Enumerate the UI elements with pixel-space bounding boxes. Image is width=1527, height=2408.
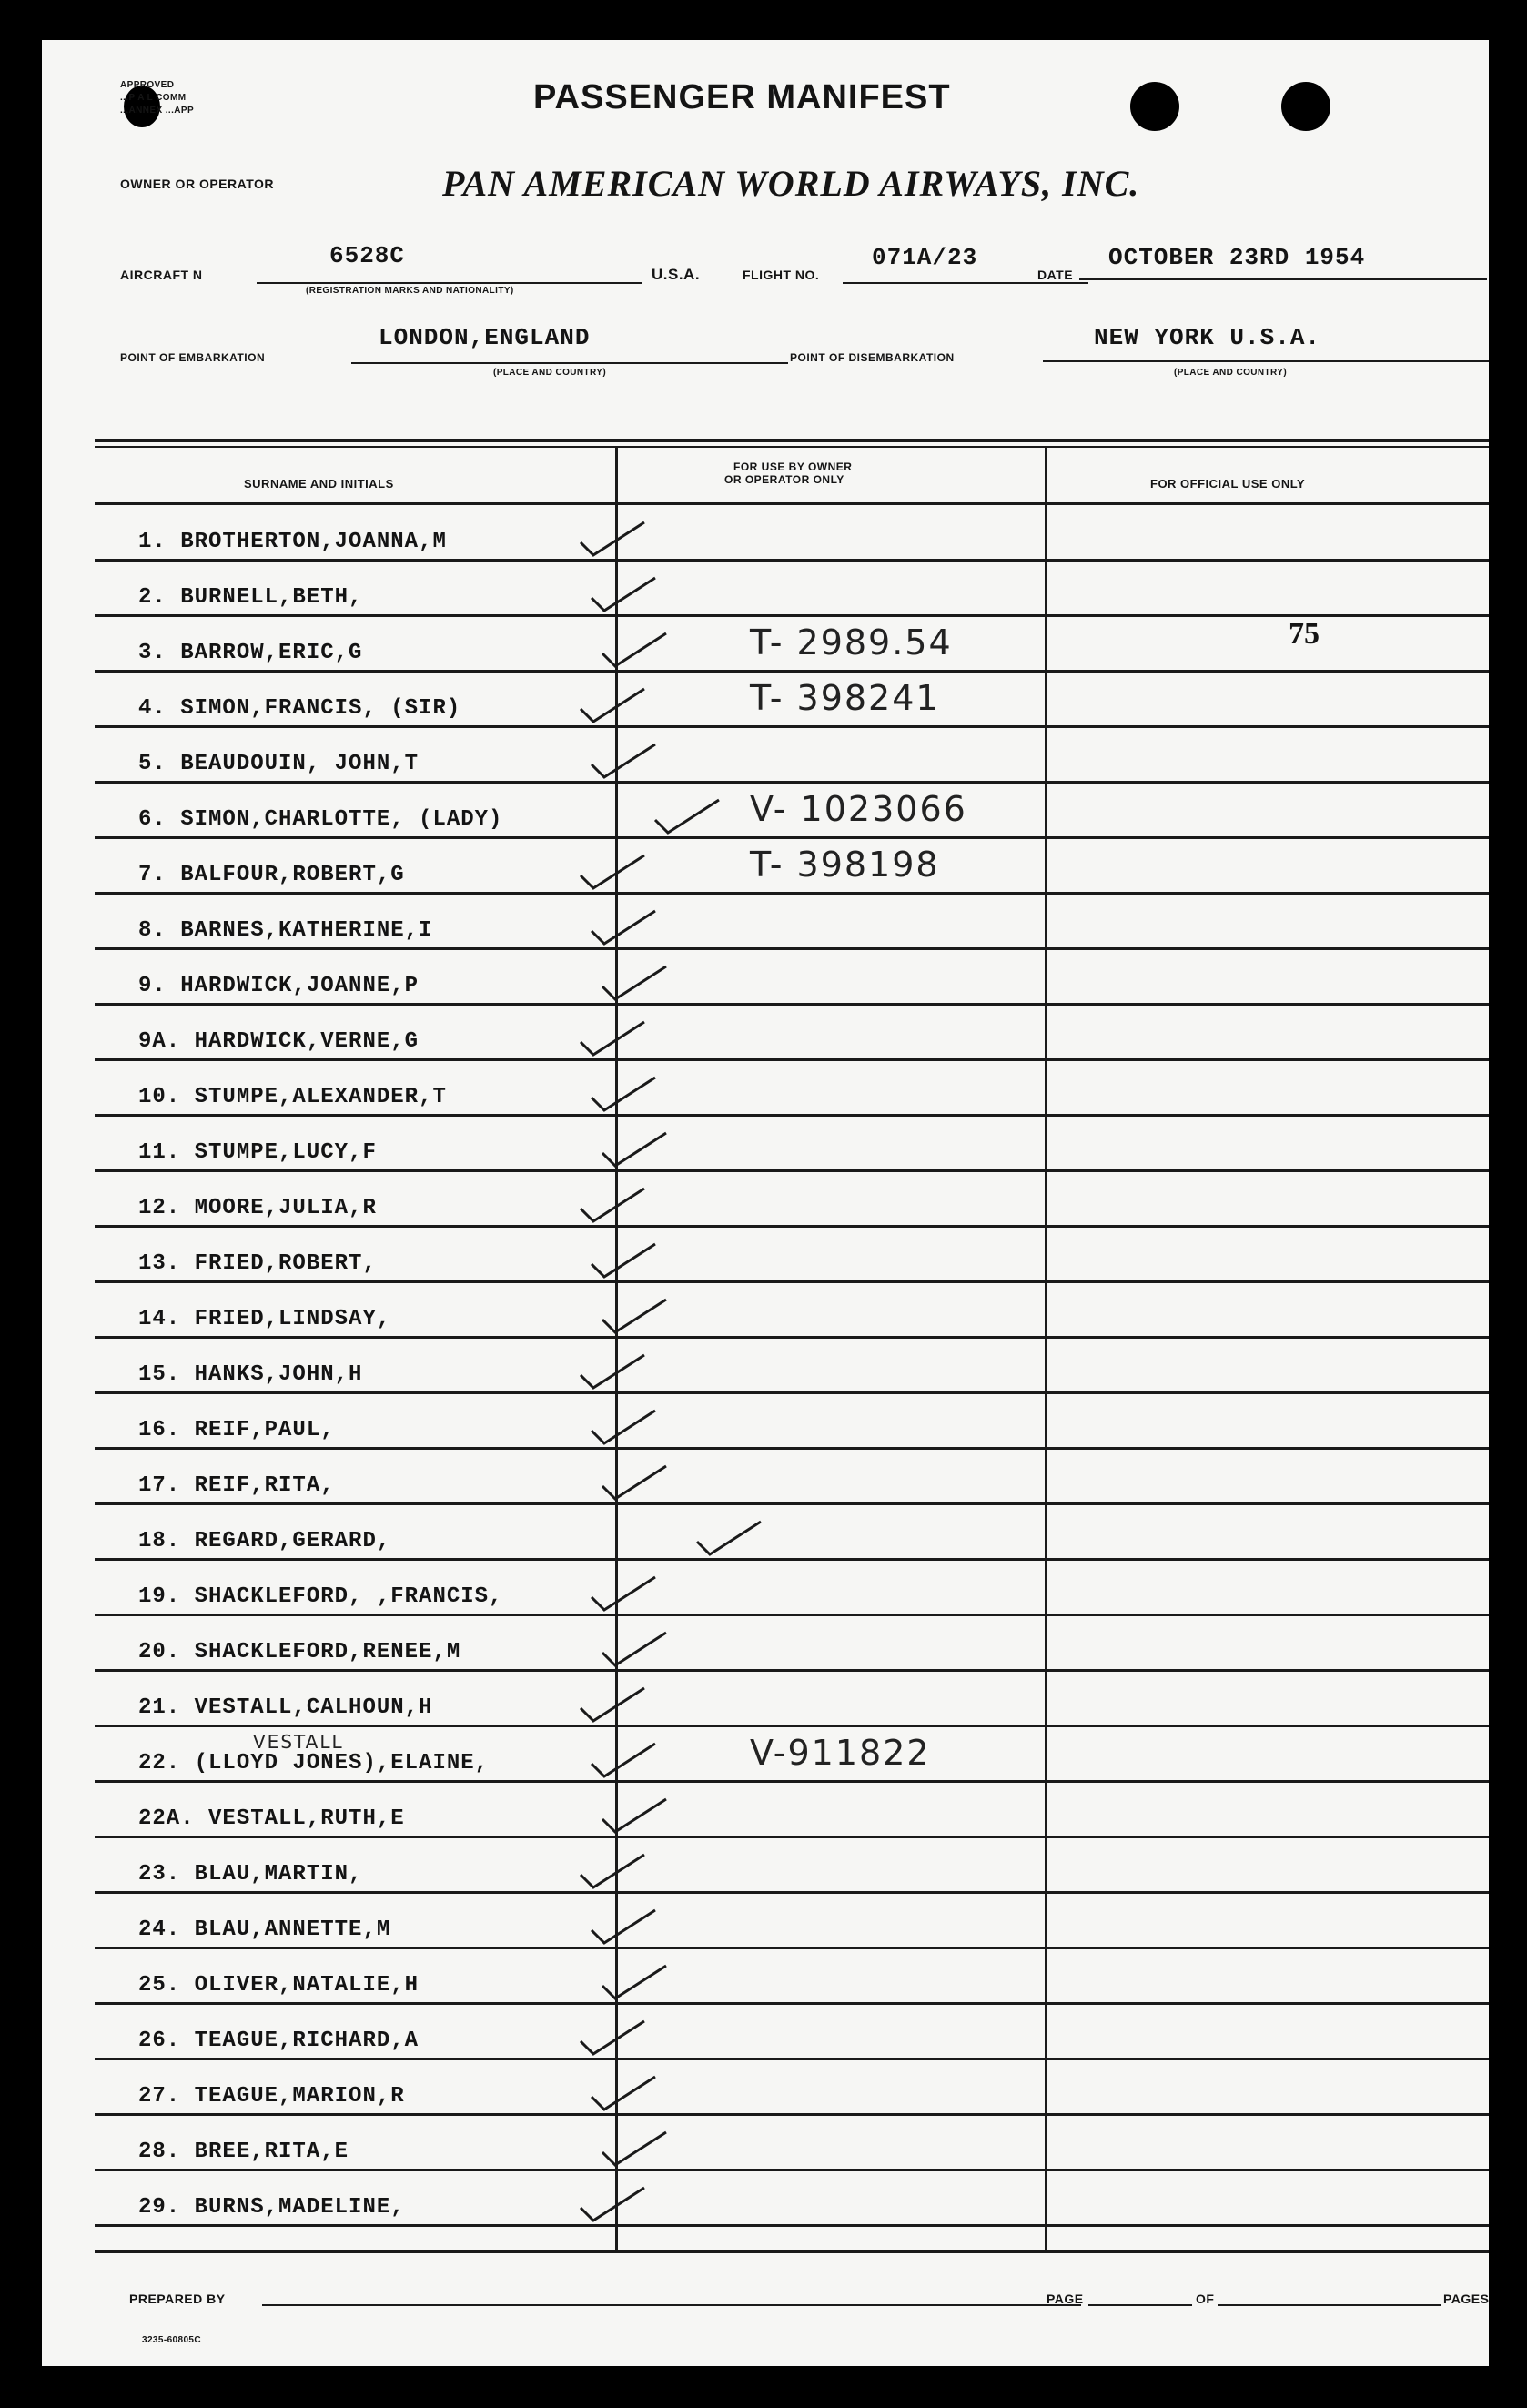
passenger-name: 3. BARROW,ERIC,G [138, 641, 363, 665]
passenger-name: 9. HARDWICK,JOANNE,P [138, 974, 420, 998]
checkmark [602, 966, 666, 999]
date-value: OCTOBER 23RD 1954 [1108, 244, 1366, 271]
table-row-divider [95, 1836, 1489, 1838]
checkmark [655, 800, 719, 833]
passenger-name: 26. TEAGUE,RICHARD,A [138, 2029, 420, 2053]
passenger-name: 20. SHACKLEFORD,RENEE,M [138, 1640, 461, 1664]
operator-name: PAN AMERICAN WORLD AIRWAYS, INC. [442, 163, 1140, 204]
table-row-divider [95, 1891, 1489, 1894]
table-row-divider [95, 725, 1489, 728]
passenger-name: 9A. HARDWICK,VERNE,G [138, 1029, 420, 1054]
checkmark [697, 1522, 761, 1554]
checkmark [602, 1133, 666, 1166]
checkmark [592, 1910, 655, 1943]
owner-note: T- 398241 [750, 678, 940, 718]
checkmark [592, 744, 655, 777]
passenger-name: 11. STUMPE,LUCY,F [138, 1140, 377, 1165]
checkmark [592, 911, 655, 944]
checkmark [581, 1855, 644, 1887]
date-label: DATE [1037, 268, 1074, 282]
passenger-name: 25. OLIVER,NATALIE,H [138, 1973, 420, 1998]
manifest-sheet [42, 40, 1489, 2366]
checkmark [581, 1022, 644, 1055]
passenger-name: 14. FRIED,LINDSAY, [138, 1307, 391, 1331]
passenger-name: 4. SIMON,FRANCIS, (SIR) [138, 696, 461, 721]
checkmark [581, 2021, 644, 2054]
passenger-name: 6. SIMON,CHARLOTTE, (LADY) [138, 807, 503, 832]
aircraft-sublabel: (REGISTRATION MARKS AND NATIONALITY) [306, 286, 514, 296]
passenger-name: 21. VESTALL,CALHOUN,H [138, 1695, 433, 1720]
table-row-divider [95, 1280, 1489, 1283]
owner-note: V- 1023066 [750, 789, 967, 829]
passenger-name: 22A. VESTALL,RUTH,E [138, 1806, 405, 1831]
checkmark [602, 1799, 666, 1832]
passenger-name: 12. MOORE,JULIA,R [138, 1196, 377, 1220]
checkmark [602, 1466, 666, 1499]
table-row-divider [95, 892, 1489, 895]
of-label: OF [1196, 2292, 1215, 2306]
table-row-divider [95, 1058, 1489, 1061]
checkmark [581, 1355, 644, 1388]
owner-note: V-911822 [750, 1733, 931, 1773]
checkmark [602, 633, 666, 666]
table-row-divider [95, 559, 1489, 562]
table-row-divider [95, 1780, 1489, 1783]
passenger-name: 29. BURNS,MADELINE, [138, 2195, 405, 2220]
checkmark [592, 2077, 655, 2110]
page-label: PAGE [1047, 2292, 1084, 2306]
disembarkation-label: POINT OF DISEMBARKATION [790, 351, 955, 364]
embarkation-value: LONDON,ENGLAND [379, 324, 591, 351]
table-row-divider [95, 836, 1489, 839]
table-row-divider [95, 1558, 1489, 1561]
table-row-divider [95, 1725, 1489, 1727]
table-row-divider [95, 947, 1489, 950]
table-row-divider [95, 2113, 1489, 2116]
form-code: 3235-60805C [142, 2335, 202, 2345]
checkmark [602, 1633, 666, 1665]
column-divider-1 [615, 446, 618, 2251]
table-row-divider [95, 1502, 1489, 1505]
passenger-name: 13. FRIED,ROBERT, [138, 1251, 377, 1276]
passenger-name: 5. BEAUDOUIN, JOHN,T [138, 752, 420, 776]
passenger-name: 15. HANKS,JOHN,H [138, 1362, 363, 1387]
checkmark [592, 578, 655, 611]
passenger-name: 7. BALFOUR,ROBERT,G [138, 863, 405, 887]
name-correction: VESTALL [253, 1731, 344, 1753]
passenger-name: 16. REIF,PAUL, [138, 1418, 335, 1442]
prepared-by-label: PREPARED BY [129, 2292, 226, 2306]
table-row-divider [95, 1391, 1489, 1394]
checkmark [592, 1744, 655, 1776]
table-bottom-rule [95, 2250, 1489, 2253]
checkmark [581, 855, 644, 888]
punch-hole-right-2 [1281, 82, 1330, 131]
passenger-name: 23. BLAU,MARTIN, [138, 1862, 363, 1887]
passenger-name: 2. BURNELL,BETH, [138, 585, 363, 610]
table-row-divider [95, 1447, 1489, 1450]
punch-hole-right-1 [1130, 82, 1179, 131]
table-row-divider [95, 2224, 1489, 2227]
table-row-divider [95, 2058, 1489, 2060]
passenger-name: 18. REGARD,GERARD, [138, 1529, 391, 1553]
owner-label: OWNER OR OPERATOR [120, 177, 274, 191]
passenger-name: 24. BLAU,ANNETTE,M [138, 1917, 391, 1942]
checkmark [602, 1966, 666, 1998]
checkmark [602, 2132, 666, 2165]
passenger-name: 17. REIF,RITA, [138, 1473, 335, 1498]
column-header-owner-use-2: OR OPERATOR ONLY [724, 473, 844, 486]
checkmark [592, 1577, 655, 1610]
owner-note: T- 2989.54 [750, 622, 953, 663]
aircraft-label: AIRCRAFT N [120, 268, 203, 282]
passenger-name: 28. BREE,RITA,E [138, 2140, 349, 2164]
column-header-names: SURNAME AND INITIALS [244, 477, 394, 491]
approval-stamp-line2: ...P A L COMM [120, 93, 187, 103]
passenger-name: 10. STUMPE,ALEXANDER,T [138, 1085, 447, 1109]
table-row-divider [95, 1614, 1489, 1616]
table-row-divider [95, 670, 1489, 673]
checkmark [581, 1688, 644, 1721]
aircraft-value: 6528C [329, 242, 406, 269]
checkmark [592, 1078, 655, 1110]
pages-label: PAGES [1443, 2292, 1489, 2306]
table-row-divider [95, 781, 1489, 784]
table-row-divider [95, 1669, 1489, 1672]
disembarkation-sublabel: (PLACE AND COUNTRY) [1174, 368, 1288, 378]
approval-stamp-line1: APPROVED [120, 80, 175, 90]
checkmark [581, 2188, 644, 2221]
official-entry-row-3: 75 [1289, 617, 1320, 651]
checkmark [592, 1244, 655, 1277]
table-row-divider [95, 614, 1489, 617]
column-header-official-use: FOR OFFICIAL USE ONLY [1150, 477, 1306, 491]
table-row-divider [95, 2002, 1489, 2005]
owner-note: T- 398198 [750, 845, 940, 885]
checkmark [581, 689, 644, 722]
passenger-name: 1. BROTHERTON,JOANNA,M [138, 530, 447, 554]
checkmark [602, 1300, 666, 1332]
flight-label: FLIGHT NO. [743, 268, 820, 282]
embarkation-label: POINT OF EMBARKATION [120, 351, 266, 364]
approval-stamp-line3: ...ANNEX ...APP [120, 106, 195, 116]
table-row-divider [95, 1225, 1489, 1228]
passenger-name: 19. SHACKLEFORD, ,FRANCIS, [138, 1584, 503, 1609]
checkmark [592, 1411, 655, 1443]
table-row-divider [95, 1003, 1489, 1006]
flight-value: 071A/23 [872, 244, 978, 271]
checkmark [581, 1189, 644, 1221]
column-divider-2 [1045, 446, 1047, 2251]
table-top-rule [95, 439, 1489, 442]
passenger-name: 8. BARNES,KATHERINE,I [138, 918, 433, 943]
embarkation-sublabel: (PLACE AND COUNTRY) [493, 368, 607, 378]
passenger-name: 27. TEAGUE,MARION,R [138, 2084, 405, 2109]
table-row-divider [95, 1336, 1489, 1339]
disembarkation-value: NEW YORK U.S.A. [1094, 324, 1321, 351]
checkmark [581, 522, 644, 555]
table-row-divider [95, 1169, 1489, 1172]
column-header-owner-use-1: FOR USE BY OWNER [733, 460, 853, 473]
table-row-divider [95, 1114, 1489, 1117]
passenger-name: 22. (LLOYD JONES),ELAINE, [138, 1751, 490, 1776]
usa-label: U.S.A. [652, 266, 701, 283]
page-title: PASSENGER MANIFEST [533, 78, 951, 116]
table-row-divider [95, 2169, 1489, 2171]
table-row-divider [95, 1947, 1489, 1949]
